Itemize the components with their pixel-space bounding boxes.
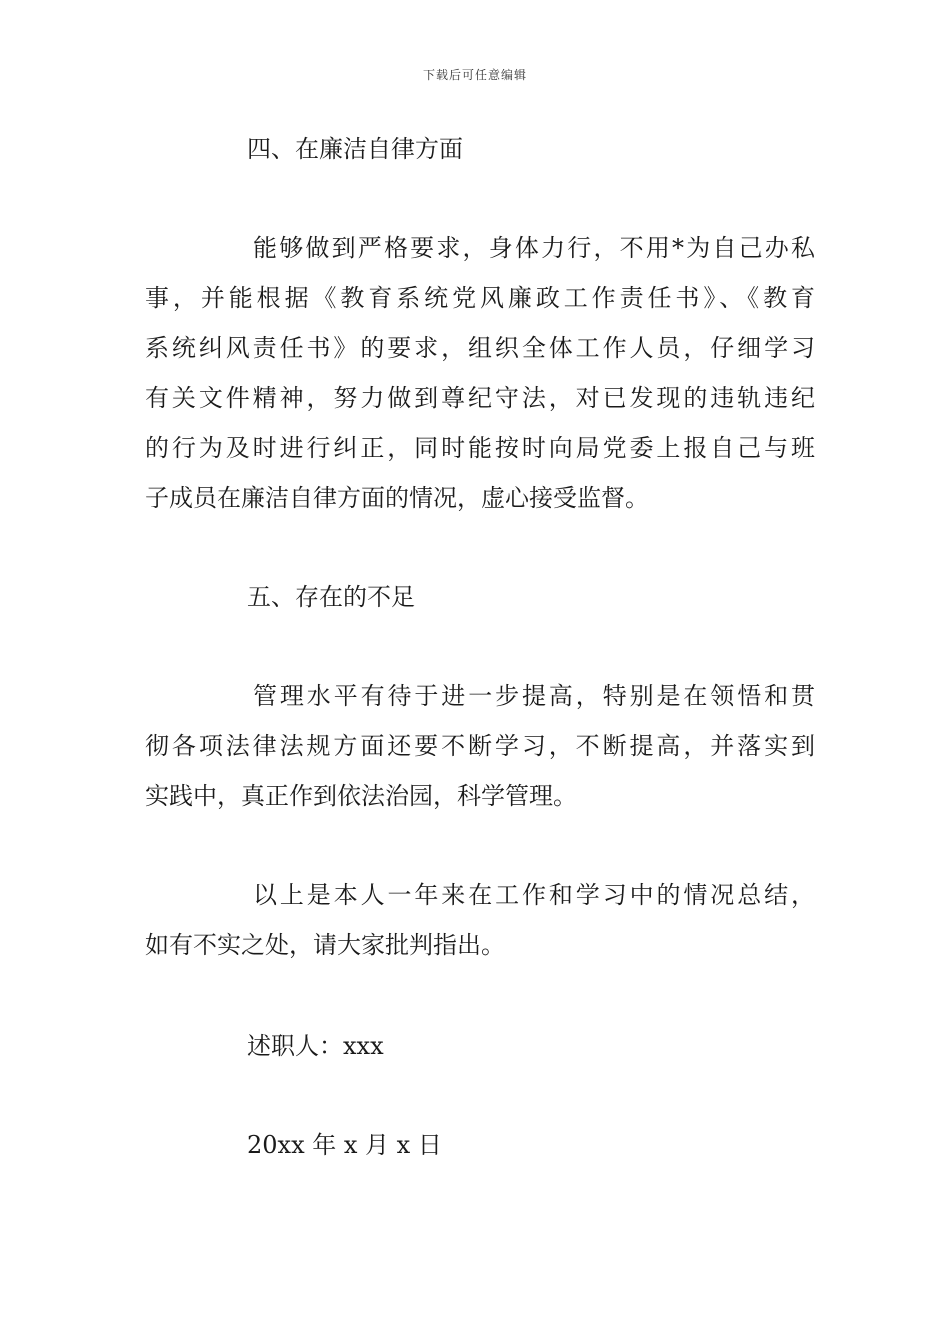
paragraph-line: 实践中，真正作到依法治园，科学管理。 <box>145 782 577 810</box>
closing-paragraph <box>145 870 815 970</box>
paragraph-line: 彻各项法律法规方面还要不断学习，不断提高，并落实到 <box>145 732 815 760</box>
header-note: 下载后可任意编辑 <box>422 68 527 82</box>
section-5-heading: 五、存在的不足 <box>247 583 415 611</box>
paragraph-line: 事，并能根据《教育系统党风廉政工作责任书》、《教育 <box>145 284 815 312</box>
section-5-paragraph <box>145 671 815 821</box>
paragraph-line: 如有不实之处，请大家批判指出。 <box>145 931 505 959</box>
paragraph-line: 的行为及时进行纠正，同时能按时向局党委上报自己与班 <box>145 434 815 462</box>
signature-name: 述职人：xxx <box>247 1032 384 1060</box>
section-4-heading: 四、在廉洁自律方面 <box>247 135 463 163</box>
signature-date: 20xx 年 x 月 x 日 <box>247 1131 442 1159</box>
paragraph-line: 系统纠风责任书》的要求，组织全体工作人员，仔细学习 <box>145 334 815 362</box>
paragraph-line: 子成员在廉洁自律方面的情况，虚心接受监督。 <box>145 484 649 512</box>
paragraph-line: 以上是本人一年来在工作和学习中的情况总结， <box>253 881 815 909</box>
paragraph-line: 有关文件精神，努力做到尊纪守法，对已发现的违轨违纪 <box>145 384 815 412</box>
section-4-paragraph <box>145 223 815 523</box>
paragraph-line: 管理水平有待于进一步提高，特别是在领悟和贯 <box>253 682 815 710</box>
paragraph-line: 能够做到严格要求，身体力行，不用*为自己办私 <box>253 234 815 262</box>
